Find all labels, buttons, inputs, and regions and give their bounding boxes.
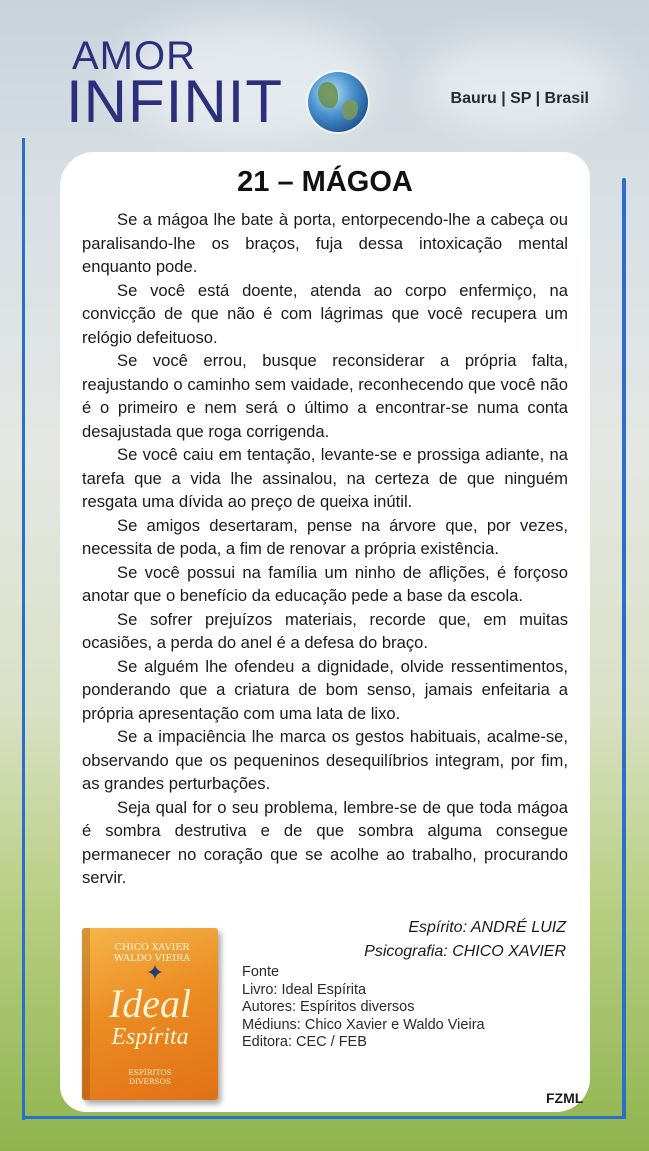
book-cover-title: Ideal [108,981,192,1026]
background-cloud [420,40,620,130]
paragraph: Se a mágoa lhe bate à porta, entorpecendo-lhe a cabeça ou paralisando-lhe os braços, fuja dessa intoxicação mental enquanto pode. [82,210,568,276]
paragraph: Se você errou, busque reconsiderar a própria falta, reajustando o caminho sem vaidade, reconhecendo que você não é o primeiro e nem será o último a encontrar-se numa conta desajustada que roga corrigenda. [82,351,568,441]
footer-credit: FZML [546,1090,584,1106]
book-cover-subtitle [82,1068,218,1086]
paragraph: Se você caiu em tentação, levante-se e prossiga adiante, na tarefa que a vida lhe assinalou, na certeza de que ninguém resgata uma dívida ao preço de queixa inútil. [82,445,568,511]
source-info [242,964,485,1052]
paragraph: Se sofrer prejuízos materiais, recorde que, em muitas ocasiões, a perda do anel é a defesa do braço. [82,609,568,652]
logo-amor-text: AMOR [72,34,196,78]
book-cover-subtitle-line: DIVERSOS [129,1077,171,1086]
source-book: Livro: Ideal Espírita [242,981,367,998]
globe-icon [308,72,368,132]
signature [364,916,566,964]
location-label: Bauru | SP | Brasil [450,90,589,107]
book-cover-author: CHICO XAVIER [114,942,190,953]
logo-infinito-text: INFINIT [66,68,283,135]
message-body [82,208,568,890]
frame-border-bottom [22,1116,626,1119]
book-cover-author: WALDO VIEIRA [113,953,191,964]
book-cover-image [82,928,218,1100]
book-cover-title-script: Espírita [111,1024,189,1050]
paragraph: Se você está doente, atenda ao corpo enfermiço, na convicção de que não é com lágrimas que você recupera um relógio defeituoso. [82,280,568,347]
frame-border-right [622,178,626,1118]
paragraph: Se a impaciência lhe marca os gestos habituais, acalme-se, observando que os pequeninos desequilíbrios integram, por fim, as grandes perturbações. [82,727,568,793]
paragraph: Se alguém lhe ofendeu a dignidade, olvide ressentimentos, ponderando que a criatura de bom senso, jamais enfeitaria a própria apresentação com uma lata de lixo. [82,656,568,723]
book-cover-subtitle-line: ESPÍRITOS [128,1068,172,1077]
message-card [60,152,590,1112]
paragraph: Seja qual for o seu problema, lembre-se de que toda mágoa é sombra destrutiva e de que sombra alguma consegue permanecer no coração que se acolhe ao trabalho, procurando servir. [82,797,568,887]
source-mediums: Médiuns: Chico Xavier e Waldo Vieira [242,1016,485,1033]
psychography-credit: Psicografia: CHICO XAVIER [364,943,566,960]
paragraph: Se amigos desertaram, pense na árvore que, por vezes, necessita de poda, a fim de renovar a própria existência. [82,515,568,558]
compass-rose-icon: ✦ [145,960,165,985]
page-title: 21 – MÁGOA [237,166,413,198]
source-label: Fonte [242,964,280,980]
paragraph: Se você possui na família um ninho de aflições, é forçoso anotar que o benefício da educação pede a base da escola. [82,562,568,605]
frame-border-left [22,138,25,1120]
source-authors: Autores: Espíritos diversos [242,999,415,1015]
spirit-author: Espírito: ANDRÉ LUIZ [408,919,566,936]
source-publisher: Editora: CEC / FEB [242,1034,367,1050]
